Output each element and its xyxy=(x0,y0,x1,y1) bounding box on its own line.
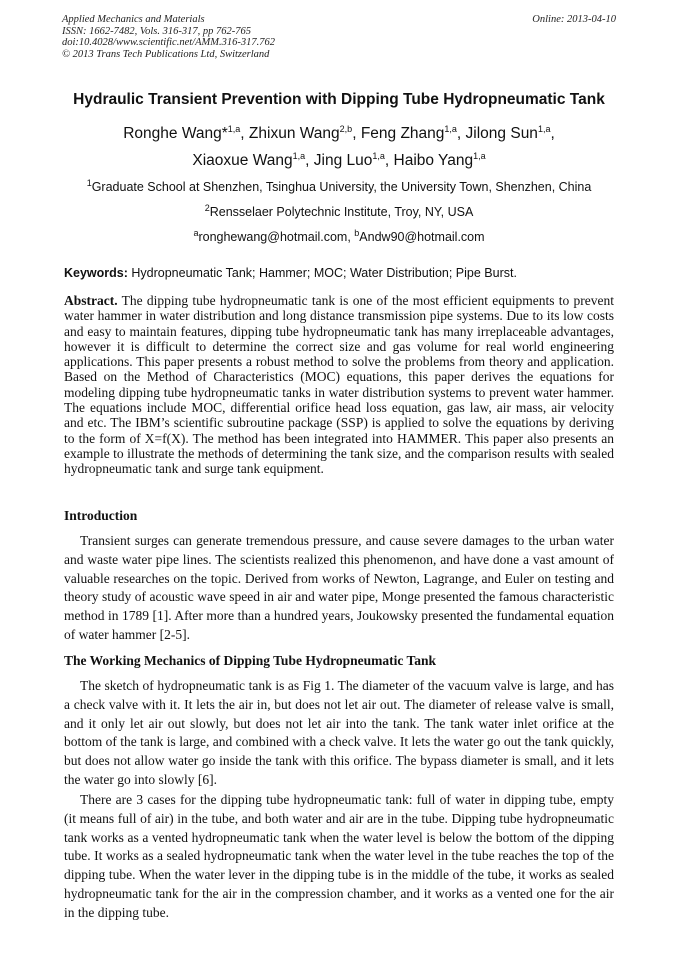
section-heading-working-mechanics: The Working Mechanics of Dipping Tube Hydropneumatic Tank xyxy=(64,653,436,668)
author-sup: 1,a xyxy=(537,123,551,134)
author-name: Ronghe Wang* xyxy=(123,125,228,142)
author-separator: , xyxy=(550,125,555,142)
author-line-2 xyxy=(40,152,638,170)
paper-title: Hydraulic Transient Prevention with Dipping Tube Hydropneumatic Tank xyxy=(73,91,605,108)
paragraph-mechanics-1: The sketch of hydropneumatic tank is as Fig 1. The diameter of the vacuum valve is large, and has a check valve with it. It lets the air in, but does not let air out. The diameter of release valve is small, and it only let air out slowly, but does not let air into the tank. The tank water inlet orifice at the bottom of the tank is large, and combined with a check valve. It lets the water go out the tank quickly, but does not allow water go inside the tank with this orifice. The bypass diameter is small, and it lets the water go into slowly [6]. xyxy=(64,678,614,787)
paragraph-mechanics-2: There are 3 cases for the dipping tube hydropneumatic tank: full of water in dipping tube, empty (it means full of air) in the tube, and both water and air are in the tube. Dipping tube hydropneumatic tank works as a vented hydropneumatic tank when the water level is below the bottom of the dipping tube. It works as a sealed hydropneumatic tank when the water level in the tube reaches the top of the dipping tube. When the water lever in the dipping tube is in the middle of the tube, it works as sealed hydropneumatic tank for the air in the compression chamber, and it works as a vented one for the air in the dipping tube. xyxy=(64,792,614,920)
author-line-1 xyxy=(40,125,638,143)
author-separator: , xyxy=(384,152,394,169)
affiliation-sup: 2 xyxy=(204,202,210,213)
author-name: Haibo Yang xyxy=(393,152,474,169)
journal-copyright: © 2013 Trans Tech Publications Ltd, Switzerland xyxy=(62,48,270,60)
author-sup: 1,a xyxy=(292,150,306,161)
affiliation-2 xyxy=(20,202,658,219)
abstract xyxy=(64,293,614,477)
author-name: Feng Zhang xyxy=(360,125,445,142)
author-separator: , xyxy=(352,125,361,142)
author-sup: 1,a xyxy=(473,150,486,161)
author-name: Xiaoxue Wang xyxy=(192,152,293,169)
affiliation-1 xyxy=(20,177,658,194)
author-separator: , xyxy=(456,125,466,142)
email-sup: b xyxy=(354,227,360,238)
author-separator: , xyxy=(305,152,314,169)
author-separator: , xyxy=(240,125,249,142)
keywords-label: Keywords: xyxy=(64,266,128,280)
author-name: Zhixun Wang xyxy=(248,125,340,142)
author-sup: 1,a xyxy=(444,123,457,134)
author-name: Jilong Sun xyxy=(465,125,538,142)
online-date: Online: 2013-04-10 xyxy=(532,14,616,25)
affiliation-text: Graduate School at Shenzhen, Tsinghua University, the University Town, Shenzhen, China xyxy=(91,180,592,194)
email-a[interactable]: ronghewang@hotmail.com, xyxy=(198,230,355,244)
abstract-text: The dipping tube hydropneumatic tank is one of the most efficient equipments to prevent water hammer in water distribution and long distance transmission pipe systems. Due to its low costs and easy to maintain features, dipping tube hydropneumatic tank has many irreplaceable advantages, however it is difficult to determine the correct size and gas volume for real world engineering applications. This paper presents a robust method to solve the problems from theory and application. Based on the Method of Characteristics (MOC) equations, this paper derives the equations for modeling dipping tube hydropneumatic tanks in water distribution systems to prevent water hammer. The equations include MOC, differential orifice head loss equation, gas law, air mass, air velocity and etc. The IBM’s scientific subroutine package (SSP) is applied to solve the equations by deriving to the form of X=f(X). The method has been integrated into HAMMER. This paper also presents an example to illustrate the methods of determining the tank size, and the comparison results with sealed hydropneumatic tank and surge tank equipment. xyxy=(64,293,614,477)
email-sup: a xyxy=(193,227,199,238)
journal-name: Applied Mechanics and Materials xyxy=(62,14,205,25)
paragraph-introduction: Transient surges can generate tremendous pressure, and cause severe damages to the urban water and waste water pipe lines. The scientists realized this phenomenon, and have done a vast amount of valuable researches on the topic. Derived from works of Newton, Lagrange, and Euler on testing and theory study of acoustic wave speed in air and water pipe, Monge presented the famous characteristic method in 1789 [1]. After more than a hundred years, Joukowsky presented the fundamental equation of water hammer [2-5]. xyxy=(64,533,614,642)
affiliation-text: Rensselaer Polytechnic Institute, Troy, NY, USA xyxy=(209,205,474,219)
abstract-label: Abstract. xyxy=(64,293,118,308)
affiliation-sup: 1 xyxy=(86,177,92,188)
journal-doi[interactable]: doi:10.4028/www.scientific.net/AMM.316-317.762 xyxy=(62,37,275,48)
section-heading-introduction: Introduction xyxy=(64,508,138,523)
author-sup: 2,b xyxy=(339,123,353,134)
author-name: Jing Luo xyxy=(313,152,373,169)
author-emails xyxy=(20,227,658,244)
author-sup: 1,a xyxy=(372,150,385,161)
email-b[interactable]: Andw90@hotmail.com xyxy=(359,230,485,244)
keywords-text: Hydropneumatic Tank; Hammer; MOC; Water Distribution; Pipe Burst. xyxy=(131,266,517,280)
journal-issn: ISSN: 1662-7482, Vols. 316-317, pp 762-765 xyxy=(62,25,251,37)
keywords xyxy=(64,266,614,280)
author-sup: 1,a xyxy=(227,123,241,134)
journal-header xyxy=(62,14,616,60)
